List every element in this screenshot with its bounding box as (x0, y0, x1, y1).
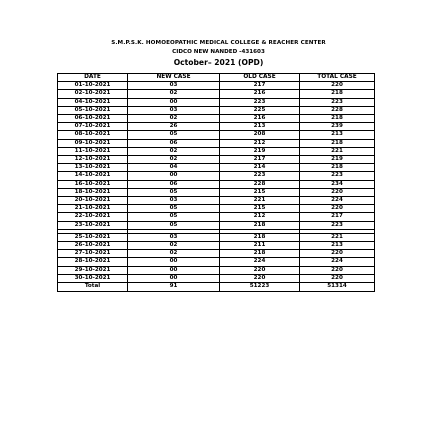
date-cell: 01-10-2021 (58, 82, 128, 90)
new-case-cell: 00 (128, 266, 220, 274)
table-row (58, 147, 375, 155)
total-case-cell: 228 (300, 106, 375, 114)
new-case-cell: 02 (128, 250, 220, 258)
table-row (58, 266, 375, 274)
new-case-cell: 02 (128, 115, 220, 123)
total-case-cell: 224 (300, 197, 375, 205)
date-cell: 06-10-2021 (58, 115, 128, 123)
new-case-cell: 06 (128, 180, 220, 188)
date-cell: 09-10-2021 (58, 139, 128, 147)
new-case-cell: 03 (128, 197, 220, 205)
total-case-cell: 213 (300, 242, 375, 250)
table-row (58, 172, 375, 180)
new-case-cell: 00 (128, 172, 220, 180)
date-cell: 29-10-2021 (58, 266, 128, 274)
old-case-cell: 225 (220, 106, 300, 114)
old-case-cell: 215 (220, 205, 300, 213)
opd-table (57, 73, 375, 292)
column-header-new-case: NEW CASE (128, 74, 220, 82)
date-cell: 27-10-2021 (58, 250, 128, 258)
table-header-row (58, 74, 375, 82)
new-case-cell: 02 (128, 90, 220, 98)
total-case-cell: 218 (300, 164, 375, 172)
date-cell: 28-10-2021 (58, 258, 128, 266)
date-cell: 14-10-2021 (58, 172, 128, 180)
old-case-cell: 223 (220, 172, 300, 180)
table-row (58, 274, 375, 282)
table-row (58, 233, 375, 241)
total-new-case-cell: 91 (128, 283, 220, 292)
table-row (58, 250, 375, 258)
college-name: S.M.P.S.K. HOMOEOPATHIC MEDICAL COLLEGE & REACHER CENTER (111, 40, 326, 46)
total-case-cell: 224 (300, 258, 375, 266)
table-row (58, 106, 375, 114)
date-cell: 20-10-2021 (58, 197, 128, 205)
total-case-cell: 219 (300, 156, 375, 164)
date-cell: 22-10-2021 (58, 213, 128, 221)
date-cell: 12-10-2021 (58, 156, 128, 164)
new-case-cell: 03 (128, 82, 220, 90)
total-case-cell: 218 (300, 115, 375, 123)
table-row (58, 188, 375, 196)
new-case-cell: 06 (128, 139, 220, 147)
report-period-title: October– 2021 (OPD) (173, 58, 264, 67)
column-header-total-case: TOTAL CASE (300, 74, 375, 82)
total-old-case-cell: 51223 (220, 283, 300, 292)
new-case-cell: 05 (128, 205, 220, 213)
total-label-cell: Total (58, 283, 128, 292)
table-row (58, 123, 375, 131)
old-case-cell: 216 (220, 90, 300, 98)
new-case-cell: 02 (128, 242, 220, 250)
date-cell: 21-10-2021 (58, 205, 128, 213)
date-cell: 26-10-2021 (58, 242, 128, 250)
date-cell: 05-10-2021 (58, 106, 128, 114)
date-cell: 02-10-2021 (58, 90, 128, 98)
table-row (58, 221, 375, 229)
date-cell: 25-10-2021 (58, 233, 128, 241)
total-case-cell: 239 (300, 123, 375, 131)
total-case-cell: 234 (300, 180, 375, 188)
new-case-cell: 00 (128, 274, 220, 282)
old-case-cell: 215 (220, 188, 300, 196)
new-case-cell: 26 (128, 123, 220, 131)
old-case-cell: 220 (220, 274, 300, 282)
total-case-cell: 220 (300, 82, 375, 90)
new-case-cell: 02 (128, 156, 220, 164)
date-cell: 18-10-2021 (58, 188, 128, 196)
table-row (58, 115, 375, 123)
total-case-cell: 220 (300, 266, 375, 274)
total-case-cell: 220 (300, 274, 375, 282)
total-total-case-cell: 51314 (300, 283, 375, 292)
date-cell: 04-10-2021 (58, 98, 128, 106)
date-cell: 16-10-2021 (58, 180, 128, 188)
total-case-cell: 223 (300, 98, 375, 106)
new-case-cell: 05 (128, 131, 220, 139)
table-row (58, 180, 375, 188)
old-case-cell: 213 (220, 123, 300, 131)
old-case-cell: 216 (220, 115, 300, 123)
date-cell: 23-10-2021 (58, 221, 128, 229)
new-case-cell: 03 (128, 233, 220, 241)
new-case-cell: 05 (128, 221, 220, 229)
total-case-cell: 223 (300, 221, 375, 229)
new-case-cell: 02 (128, 147, 220, 155)
old-case-cell: 217 (220, 156, 300, 164)
total-case-cell: 221 (300, 233, 375, 241)
new-case-cell: 05 (128, 213, 220, 221)
old-case-cell: 218 (220, 250, 300, 258)
table-body (58, 82, 375, 291)
date-cell: 30-10-2021 (58, 274, 128, 282)
date-cell: 08-10-2021 (58, 131, 128, 139)
table-row (58, 139, 375, 147)
total-case-cell: 223 (300, 172, 375, 180)
total-case-cell: 218 (300, 90, 375, 98)
table-row (58, 90, 375, 98)
old-case-cell: 212 (220, 213, 300, 221)
college-address: CIDCO NEW NANDED -431603 (172, 49, 265, 55)
old-case-cell: 219 (220, 147, 300, 155)
new-case-cell: 00 (128, 98, 220, 106)
date-cell: 13-10-2021 (58, 164, 128, 172)
total-case-cell: 220 (300, 188, 375, 196)
old-case-cell: 211 (220, 242, 300, 250)
total-case-cell: 220 (300, 250, 375, 258)
total-case-cell: 221 (300, 147, 375, 155)
total-row (58, 283, 375, 292)
old-case-cell: 221 (220, 197, 300, 205)
old-case-cell: 220 (220, 266, 300, 274)
old-case-cell: 224 (220, 258, 300, 266)
table-row (58, 205, 375, 213)
table-row (58, 164, 375, 172)
old-case-cell: 218 (220, 233, 300, 241)
column-header-old-case: OLD CASE (220, 74, 300, 82)
table-row (58, 156, 375, 164)
old-case-cell: 214 (220, 164, 300, 172)
old-case-cell: 218 (220, 221, 300, 229)
column-header-date: DATE (58, 74, 128, 82)
old-case-cell: 217 (220, 82, 300, 90)
new-case-cell: 00 (128, 258, 220, 266)
new-case-cell: 05 (128, 188, 220, 196)
total-case-cell: 213 (300, 131, 375, 139)
total-case-cell: 220 (300, 205, 375, 213)
table-row (58, 213, 375, 221)
total-case-cell: 218 (300, 139, 375, 147)
old-case-cell: 223 (220, 98, 300, 106)
table-row (58, 131, 375, 139)
table-row (58, 82, 375, 90)
date-cell: 11-10-2021 (58, 147, 128, 155)
new-case-cell: 04 (128, 164, 220, 172)
table-row (58, 242, 375, 250)
new-case-cell: 03 (128, 106, 220, 114)
table-row (58, 98, 375, 106)
table-row (58, 258, 375, 266)
date-cell: 07-10-2021 (58, 123, 128, 131)
old-case-cell: 212 (220, 139, 300, 147)
total-case-cell: 217 (300, 213, 375, 221)
table-row (58, 197, 375, 205)
old-case-cell: 228 (220, 180, 300, 188)
old-case-cell: 208 (220, 131, 300, 139)
